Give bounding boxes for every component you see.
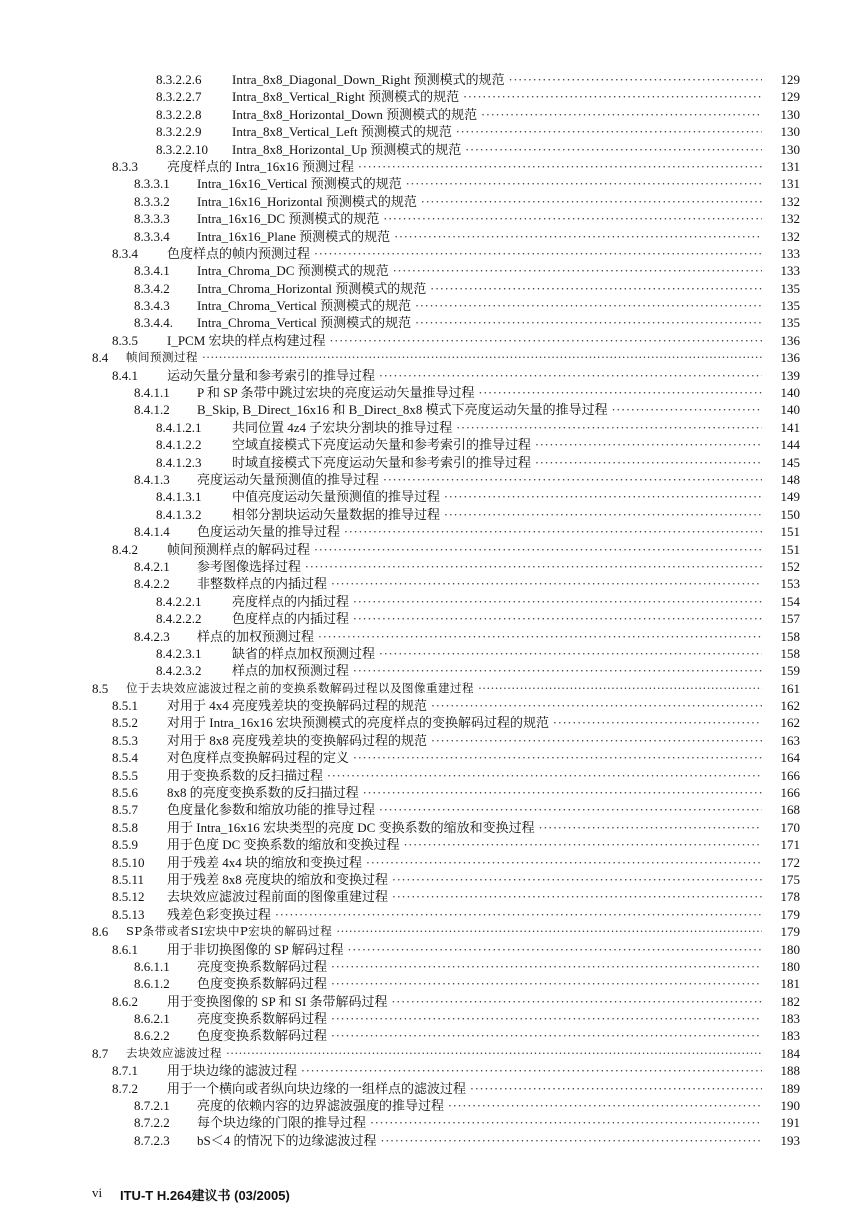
toc-entry-page: 158 bbox=[780, 628, 800, 644]
toc-entry-number: 8.3.2.2.7 bbox=[156, 89, 202, 105]
toc-entry-title: 对用于 8x8 亮度残差块的变换解码过程的规范 ····· bbox=[167, 732, 762, 749]
toc-entry-page: 151 bbox=[780, 541, 800, 557]
toc-entry[interactable] bbox=[0, 332, 868, 349]
toc-entry-page: 139 bbox=[780, 367, 800, 383]
toc-entry-page: 159 bbox=[780, 663, 800, 679]
toc-entry-title: 用于残差 8x8 亮度块的缩放和变换过程 ····· bbox=[167, 871, 762, 888]
toc-entry-number: 8.4.2 bbox=[112, 541, 138, 557]
toc-entry-title: Intra_8x8_Horizontal_Down 预测模式的规范 ····· bbox=[232, 106, 762, 123]
toc-entry-number: 8.7.2 bbox=[112, 1080, 138, 1096]
toc-entry-page: 131 bbox=[780, 176, 800, 192]
toc-entry[interactable] bbox=[0, 1062, 868, 1079]
toc-entry-page: 158 bbox=[780, 645, 800, 661]
toc-entry-title: 色度变换系数解码过程 ····· bbox=[197, 975, 762, 992]
toc-entry[interactable] bbox=[0, 645, 868, 662]
toc-entry-page: 131 bbox=[780, 158, 800, 174]
toc-entry-number: 8.3.2.2.9 bbox=[156, 124, 202, 140]
toc-entry-page: 190 bbox=[780, 1098, 800, 1114]
toc-entry[interactable] bbox=[0, 106, 868, 123]
toc-entry-title: 亮度的依赖内容的边界滤波强度的推导过程 ····· bbox=[197, 1097, 762, 1114]
toc-entry[interactable] bbox=[0, 871, 868, 888]
toc-entry-title: 色度运动矢量的推导过程 ····· bbox=[197, 523, 762, 540]
toc-entry[interactable] bbox=[0, 1114, 868, 1131]
toc-entry[interactable] bbox=[0, 714, 868, 731]
toc-entry-number: 8.4.2.2 bbox=[134, 576, 170, 592]
toc-entry-title: Intra_8x8_Horizontal_Up 预测模式的规范 ····· bbox=[232, 141, 762, 158]
toc-entry-title: 用于块边缘的滤波过程 ····· bbox=[167, 1062, 762, 1079]
toc-entry[interactable] bbox=[0, 628, 868, 645]
toc-entry-page: 141 bbox=[780, 419, 800, 435]
toc-entry-title: 用于 Intra_16x16 宏块类型的亮度 DC 变换系数的缩放和变换过程 ····· bbox=[167, 819, 762, 836]
toc-entry-number: 8.4.1.3 bbox=[134, 471, 170, 487]
toc-entry-number: 8.4.2.3 bbox=[134, 628, 170, 644]
toc-entry-number: 8.5.1 bbox=[112, 698, 138, 714]
toc-entry-number: 8.4.1.4 bbox=[134, 524, 170, 540]
toc-entry-number: 8.4.1.3.2 bbox=[156, 506, 202, 522]
toc-entry-page: 130 bbox=[780, 106, 800, 122]
toc-entry[interactable] bbox=[0, 819, 868, 836]
toc-entry-number: 8.5.3 bbox=[112, 732, 138, 748]
toc-entry[interactable] bbox=[0, 471, 868, 488]
toc-entry-title: 色度变换系数解码过程 ····· bbox=[197, 1027, 762, 1044]
toc-entry-page: 166 bbox=[780, 785, 800, 801]
toc-entry-title: 亮度样点的 Intra_16x16 预测过程 ····· bbox=[167, 158, 762, 175]
toc-entry-number: 8.3.3.3 bbox=[134, 211, 170, 227]
toc-entry[interactable] bbox=[0, 993, 868, 1010]
toc-entry-title: Intra_Chroma_Horizontal 预测模式的规范 ····· bbox=[197, 280, 762, 297]
toc-entry-number: 8.5.9 bbox=[112, 837, 138, 853]
toc-entry-page: 171 bbox=[780, 837, 800, 853]
toc-entry-title: 去块效应滤波过程前面的图像重建过程 ····· bbox=[167, 888, 762, 905]
toc-entry-number: 8.6.2.1 bbox=[134, 1011, 170, 1027]
toc-entry-title: 色度量化参数和缩放功能的推导过程 ····· bbox=[167, 801, 762, 818]
toc-entry[interactable] bbox=[0, 697, 868, 714]
toc-entry-page: 175 bbox=[780, 871, 800, 887]
toc-entry-number: 8.3.3.2 bbox=[134, 193, 170, 209]
toc-entry[interactable] bbox=[0, 836, 868, 853]
toc-entry-page: 133 bbox=[780, 245, 800, 261]
toc-entry[interactable] bbox=[0, 71, 868, 88]
toc-entry-title: 亮度样点的内插过程 ····· bbox=[232, 593, 762, 610]
toc-entry-title: 帧间预测过程 ····· bbox=[126, 349, 762, 366]
toc-entry[interactable] bbox=[0, 314, 868, 331]
toc-entry-title: Intra_8x8_Vertical_Right 预测模式的规范 ····· bbox=[232, 88, 762, 105]
toc-entry-number: 8.5 bbox=[92, 680, 109, 696]
toc-entry-page: 153 bbox=[780, 576, 800, 592]
toc-entry-number: 8.7.2.2 bbox=[134, 1115, 170, 1131]
toc-entry[interactable] bbox=[0, 541, 868, 558]
toc-entry[interactable] bbox=[0, 349, 868, 366]
toc-entry-title: 用于变换图像的 SP 和 SI 条带解码过程 ····· bbox=[167, 993, 762, 1010]
toc-entry-title: 用于色度 DC 变换系数的缩放和变换过程 ····· bbox=[167, 836, 762, 853]
toc-entry-title: 对色度样点变换解码过程的定义 ····· bbox=[167, 749, 762, 766]
toc-entry-title: 运动矢量分量和参考索引的推导过程 ····· bbox=[167, 367, 762, 384]
toc-entry-number: 8.3.2.2.8 bbox=[156, 106, 202, 122]
toc-entry-number: 8.5.11 bbox=[112, 871, 145, 887]
toc-entry-page: 183 bbox=[780, 1011, 800, 1027]
toc-entry-page: 154 bbox=[780, 593, 800, 609]
toc-entry-number: 8.6.1 bbox=[112, 941, 138, 957]
toc-entry-page: 132 bbox=[780, 228, 800, 244]
toc-entry[interactable] bbox=[0, 141, 868, 158]
toc-entry[interactable] bbox=[0, 593, 868, 610]
toc-entry-page: 180 bbox=[780, 941, 800, 957]
toc-entry-title: 空域直接模式下亮度运动矢量和参考索引的推导过程 ····· bbox=[232, 436, 762, 453]
toc-entry-page: 168 bbox=[780, 802, 800, 818]
toc-entry[interactable] bbox=[0, 401, 868, 418]
toc-entry-number: 8.3.4 bbox=[112, 245, 138, 261]
toc-entry-number: 8.3.2.2.10 bbox=[156, 141, 208, 157]
toc-entry-title: 对用于 4x4 亮度残差块的变换解码过程的规范 ····· bbox=[167, 697, 762, 714]
toc-entry[interactable] bbox=[0, 923, 868, 940]
toc-entry-number: 8.4.1.2.2 bbox=[156, 437, 202, 453]
toc-entry[interactable] bbox=[0, 228, 868, 245]
toc-entry-number: 8.5.12 bbox=[112, 889, 145, 905]
toc-entry[interactable] bbox=[0, 975, 868, 992]
toc-entry-page: 161 bbox=[780, 680, 800, 696]
toc-entry-number: 8.5.4 bbox=[112, 750, 138, 766]
toc-entry[interactable] bbox=[0, 558, 868, 575]
toc-entry[interactable] bbox=[0, 610, 868, 627]
toc-entry[interactable] bbox=[0, 367, 868, 384]
toc-entry-title: 亮度变换系数解码过程 ····· bbox=[197, 1010, 762, 1027]
toc-entry-page: 172 bbox=[780, 854, 800, 870]
toc-entry-number: 8.4.2.2.2 bbox=[156, 611, 202, 627]
toc-entry-number: 8.3.3.1 bbox=[134, 176, 170, 192]
toc-entry-page: 182 bbox=[780, 993, 800, 1009]
toc-entry[interactable] bbox=[0, 123, 868, 140]
toc-entry-title: Intra_Chroma_Vertical 预测模式的规范 ····· bbox=[197, 314, 762, 331]
toc-entry[interactable] bbox=[0, 801, 868, 818]
toc-entry-title: 缺省的样点加权预测过程 ····· bbox=[232, 645, 762, 662]
footer-page-number: vi bbox=[92, 1185, 103, 1200]
toc-entry-number: 8.3.3.4 bbox=[134, 228, 170, 244]
toc-entry-page: 179 bbox=[780, 924, 800, 940]
toc-entry-page: 157 bbox=[780, 611, 800, 627]
toc-entry-title: SP条带或者SI宏块中P宏块的解码过程 ····· bbox=[126, 923, 762, 940]
toc-entry-number: 8.5.5 bbox=[112, 767, 138, 783]
toc-entry-page: 129 bbox=[780, 72, 800, 87]
toc-entry-number: 8.4.2.1 bbox=[134, 558, 170, 574]
toc-entry-title: Intra_Chroma_Vertical 预测模式的规范 ····· bbox=[197, 297, 762, 314]
toc-entry-page: 132 bbox=[780, 211, 800, 227]
toc-entry-title: 用于残差 4x4 块的缩放和变换过程 ····· bbox=[167, 854, 762, 871]
toc-entry-title: P 和 SP 条带中跳过宏块的亮度运动矢量推导过程 ····· bbox=[197, 384, 762, 401]
page-footer bbox=[0, 1185, 868, 1205]
toc-entry[interactable] bbox=[0, 193, 868, 210]
toc-entry[interactable] bbox=[0, 1132, 868, 1149]
toc-entry-page: 178 bbox=[780, 889, 800, 905]
toc-entry-number: 8.3.5 bbox=[112, 332, 138, 348]
toc-entry-number: 8.3.4.2 bbox=[134, 280, 170, 296]
toc-entry-page: 152 bbox=[780, 558, 800, 574]
toc-entry-title: 亮度变换系数解码过程 ····· bbox=[197, 958, 762, 975]
toc-entry-title: 共同位置 4z4 子宏块分割块的推导过程 ····· bbox=[232, 419, 762, 436]
toc-entry-title: 用于变换系数的反扫描过程 ····· bbox=[167, 767, 762, 784]
toc-entry-number: 8.4.2.3.2 bbox=[156, 663, 202, 679]
toc-entry-number: 8.5.7 bbox=[112, 802, 138, 818]
toc-entry-title: 样点的加权预测过程 ····· bbox=[232, 662, 762, 679]
toc-entry-title: 相邻分割块运动矢量数据的推导过程 ····· bbox=[232, 506, 762, 523]
toc-entry-title: Intra_8x8_Vertical_Left 预测模式的规范 ····· bbox=[232, 123, 762, 140]
toc-entry[interactable] bbox=[0, 245, 868, 262]
toc-entry-number: 8.7.2.1 bbox=[134, 1098, 170, 1114]
toc-entry[interactable] bbox=[0, 419, 868, 436]
toc-entry-page: 133 bbox=[780, 263, 800, 279]
toc-entry[interactable] bbox=[0, 488, 868, 505]
toc-entry[interactable] bbox=[0, 1097, 868, 1114]
toc-entry-page: 144 bbox=[780, 437, 800, 453]
toc-entry-title: Intra_Chroma_DC 预测模式的规范 ····· bbox=[197, 262, 762, 279]
toc-entry-number: 8.6.2.2 bbox=[134, 1028, 170, 1044]
toc-entry[interactable] bbox=[0, 506, 868, 523]
toc-entry-page: 189 bbox=[780, 1080, 800, 1096]
toc-entry-page: 129 bbox=[780, 89, 800, 105]
toc-entry-page: 162 bbox=[780, 715, 800, 731]
toc-entry-title: Intra_16x16_Vertical 预测模式的规范 ····· bbox=[197, 175, 762, 192]
toc-entry-title: B_Skip, B_Direct_16x16 和 B_Direct_8x8 模式下亮度运动矢量的推导过程 ····· bbox=[197, 401, 762, 418]
toc-entry-number: 8.6 bbox=[92, 924, 109, 940]
toc-entry-page: 163 bbox=[780, 732, 800, 748]
toc-entry-page: 145 bbox=[780, 454, 800, 470]
toc-entry-number: 8.7.1 bbox=[112, 1063, 138, 1079]
toc-entry-number: 8.4.1.2 bbox=[134, 402, 170, 418]
toc-entry-title: Intra_8x8_Diagonal_Down_Right 预测模式的规范 ····· bbox=[232, 71, 762, 88]
toc-entry-title: 色度样点的帧内预测过程 ····· bbox=[167, 245, 762, 262]
toc-entry-page: 132 bbox=[780, 193, 800, 209]
toc-entry-title: 亮度运动矢量预测值的推导过程 ····· bbox=[197, 471, 762, 488]
toc-entry-page: 136 bbox=[780, 332, 800, 348]
toc-entry[interactable] bbox=[0, 1080, 868, 1097]
toc-entry-number: 8.4.1.3.1 bbox=[156, 489, 202, 505]
toc-entry-number: 8.4.1.2.1 bbox=[156, 419, 202, 435]
toc-entry-title: 时域直接模式下亮度运动矢量和参考索引的推导过程 ····· bbox=[232, 454, 762, 471]
toc-entry-title: Intra_16x16_Horizontal 预测模式的规范 ····· bbox=[197, 193, 762, 210]
toc-entry[interactable] bbox=[0, 384, 868, 401]
toc-entry-number: 8.4 bbox=[92, 350, 109, 366]
toc-entry-page: 170 bbox=[780, 819, 800, 835]
toc-entry[interactable] bbox=[0, 280, 868, 297]
toc-entry[interactable] bbox=[0, 854, 868, 871]
toc-entry-number: 8.4.1 bbox=[112, 367, 138, 383]
toc-entry-number: 8.4.1.2.3 bbox=[156, 454, 202, 470]
toc-entry[interactable] bbox=[0, 88, 868, 105]
toc-entry-page: 135 bbox=[780, 315, 800, 331]
toc-entry[interactable] bbox=[0, 888, 868, 905]
toc-entry-title: 色度样点的内插过程 ····· bbox=[232, 610, 762, 627]
toc-entry-number: 8.5.2 bbox=[112, 715, 138, 731]
toc-entry-page: 130 bbox=[780, 124, 800, 140]
toc-entry-title: 参考图像选择过程 ····· bbox=[197, 558, 762, 575]
toc-entry[interactable] bbox=[0, 958, 868, 975]
toc-entry-number: 8.7.2.3 bbox=[134, 1132, 170, 1148]
toc-entry-number: 8.3.4.4. bbox=[134, 315, 173, 331]
toc-entry-number: 8.4.2.3.1 bbox=[156, 645, 202, 661]
toc-entry[interactable] bbox=[0, 1010, 868, 1027]
toc-entry-page: 188 bbox=[780, 1063, 800, 1079]
toc-entry-title: 帧间预测样点的解码过程 ····· bbox=[167, 541, 762, 558]
toc-entry[interactable] bbox=[0, 523, 868, 540]
toc-entry[interactable] bbox=[0, 454, 868, 471]
toc-entry-page: 149 bbox=[780, 489, 800, 505]
toc-entry-page: 166 bbox=[780, 767, 800, 783]
toc-entry-number: 8.3.3 bbox=[112, 158, 138, 174]
toc-entry-page: 151 bbox=[780, 524, 800, 540]
toc-entry[interactable] bbox=[0, 680, 868, 697]
toc-entry-title: 对用于 Intra_16x16 宏块预测模式的亮度样点的变换解码过程的规范 ····· bbox=[167, 714, 762, 731]
footer-document-title: ITU-T H.264建议书 (03/2005) bbox=[120, 1188, 290, 1203]
toc-entry-number: 8.6.2 bbox=[112, 993, 138, 1009]
toc-entry-page: 180 bbox=[780, 958, 800, 974]
toc-entry-title: 残差色彩变换过程 ····· bbox=[167, 906, 762, 923]
toc-entry-page: 140 bbox=[780, 402, 800, 418]
toc-entry-page: 162 bbox=[780, 698, 800, 714]
toc-entry-number: 8.3.4.1 bbox=[134, 263, 170, 279]
toc-entry[interactable] bbox=[0, 906, 868, 923]
toc-entry-title: 去块效应滤波过程 ····· bbox=[126, 1045, 762, 1062]
toc-entry-page: 164 bbox=[780, 750, 800, 766]
toc-entry-title: 位于去块效应滤波过程之前的变换系数解码过程以及图像重建过程 ····· bbox=[126, 680, 762, 697]
toc-entry-number: 8.5.13 bbox=[112, 906, 145, 922]
toc-entry[interactable] bbox=[0, 732, 868, 749]
toc-entry[interactable] bbox=[0, 297, 868, 314]
toc-entry[interactable] bbox=[0, 767, 868, 784]
toc-entry-number: 8.5.6 bbox=[112, 785, 138, 801]
toc-entry[interactable] bbox=[0, 784, 868, 801]
toc-entry[interactable] bbox=[0, 175, 868, 192]
toc-entry-page: 183 bbox=[780, 1028, 800, 1044]
table-of-contents bbox=[0, 71, 868, 1149]
toc-entry[interactable] bbox=[0, 662, 868, 679]
toc-entry[interactable] bbox=[0, 1045, 868, 1062]
toc-entry-number: 8.5.10 bbox=[112, 854, 145, 870]
toc-entry-title: 每个块边缘的门限的推导过程 ····· bbox=[197, 1114, 762, 1131]
toc-entry-title: 用于一个横向或者纵向块边缘的一组样点的滤波过程 ····· bbox=[167, 1080, 762, 1097]
toc-entry-page: 148 bbox=[780, 471, 800, 487]
toc-entry-title: Intra_16x16_Plane 预测模式的规范 ····· bbox=[197, 228, 762, 245]
toc-entry-title: Intra_16x16_DC 预测模式的规范 ····· bbox=[197, 210, 762, 227]
toc-entry[interactable] bbox=[0, 749, 868, 766]
toc-entry-page: 130 bbox=[780, 141, 800, 157]
toc-entry-page: 135 bbox=[780, 280, 800, 296]
toc-entry-number: 8.4.1.1 bbox=[134, 385, 170, 401]
toc-entry-number: 8.6.1.2 bbox=[134, 976, 170, 992]
toc-entry[interactable] bbox=[0, 262, 868, 279]
toc-entry-page: 140 bbox=[780, 385, 800, 401]
toc-entry-page: 184 bbox=[780, 1045, 800, 1061]
toc-entry-title: 用于非切换图像的 SP 解码过程 ····· bbox=[167, 941, 762, 958]
toc-entry[interactable] bbox=[0, 1027, 868, 1044]
toc-entry-number: 8.3.2.2.6 bbox=[156, 72, 202, 87]
toc-entry-number: 8.5.8 bbox=[112, 819, 138, 835]
toc-entry-page: 150 bbox=[780, 506, 800, 522]
toc-entry-page: 179 bbox=[780, 906, 800, 922]
toc-entry-title: 8x8 的亮度变换系数的反扫描过程 ····· bbox=[167, 784, 762, 801]
toc-entry-page: 193 bbox=[780, 1132, 800, 1148]
toc-entry-number: 8.4.2.2.1 bbox=[156, 593, 202, 609]
toc-entry[interactable] bbox=[0, 210, 868, 227]
toc-entry-title: 样点的加权预测过程 ····· bbox=[197, 628, 762, 645]
toc-entry-title: I_PCM 宏块的样点构建过程 ····· bbox=[167, 332, 762, 349]
toc-entry[interactable] bbox=[0, 158, 868, 175]
toc-entry[interactable] bbox=[0, 436, 868, 453]
toc-entry[interactable] bbox=[0, 941, 868, 958]
toc-entry-number: 8.6.1.1 bbox=[134, 958, 170, 974]
toc-entry-page: 135 bbox=[780, 298, 800, 314]
toc-entry-title: 中值亮度运动矢量预测值的推导过程 ····· bbox=[232, 488, 762, 505]
toc-entry[interactable] bbox=[0, 575, 868, 592]
toc-entry-title: bS＜4 的情况下的边缘滤波过程 ····· bbox=[197, 1132, 762, 1149]
toc-entry-page: 181 bbox=[780, 976, 800, 992]
toc-entry-number: 8.3.4.3 bbox=[134, 298, 170, 314]
toc-entry-title: 非整数样点的内插过程 ····· bbox=[197, 575, 762, 592]
toc-entry-number: 8.7 bbox=[92, 1045, 109, 1061]
toc-entry-page: 136 bbox=[780, 350, 800, 366]
toc-entry-page: 191 bbox=[780, 1115, 800, 1131]
